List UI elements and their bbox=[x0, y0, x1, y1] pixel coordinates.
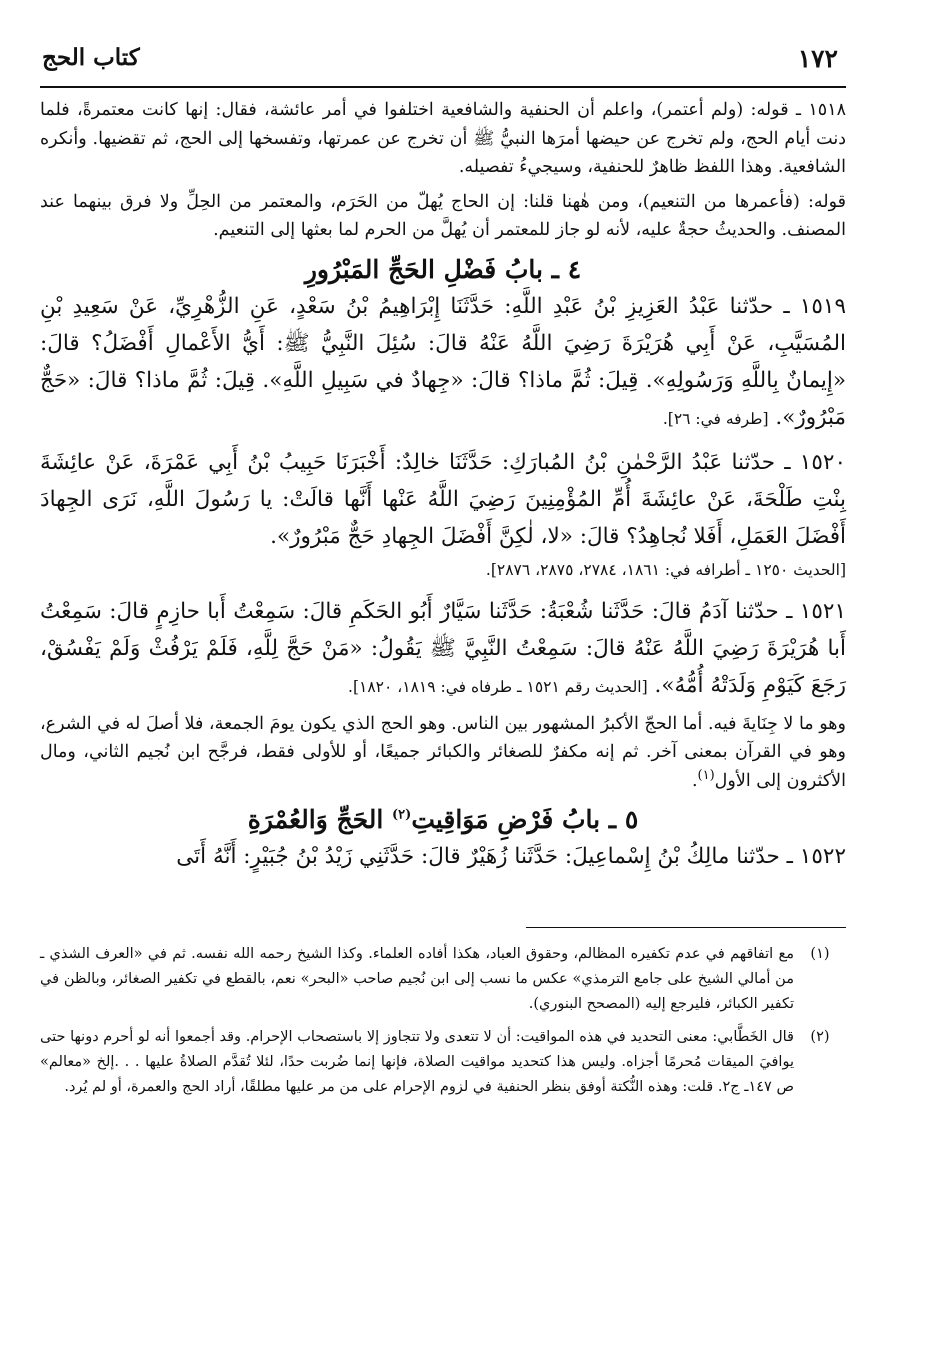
commentary-text: وهو ما لا جِنَايةَ فيه. أما الحجّ الأكبرُ المشهور بين الناس. وهو الحج الذي يكون يومَ الجمعة، فلا أصلَ له في الشرع، وهو في القرآن بمعنى آخر. ثم إنه مكفرٌ للصغائر والكبائر جميعًا، أو للأولى فقط، فرجَّح ابن نُجيم الثاني، ومال الأكثرون إلى الأول bbox=[40, 713, 846, 791]
hadith-1522: ١٥٢٢ ـ حدّثنا مالِكُ بْنُ إِسْماعِيلَ: حَدَّثَنا زُهَيْرٌ قالَ: حَدَّثَنِي زَيْدُ بْنُ جُبَيْرٍ: أَنَّهُ أَتَى bbox=[176, 844, 846, 869]
footnote-1 bbox=[40, 942, 846, 1017]
heading-5-end: الحَجِّ وَالعُمْرَةِ bbox=[247, 805, 393, 834]
running-title: كتاب الحج bbox=[42, 44, 140, 71]
chapter-heading-4: ٤ ـ بابُ فَضْلِ الحَجِّ المَبْرُورِ bbox=[304, 254, 582, 284]
footnote-marker-2: (٢) bbox=[392, 807, 412, 823]
footnote-number: (٢) bbox=[810, 1029, 830, 1045]
footnote-number: (١) bbox=[810, 946, 830, 962]
book-page bbox=[40, 38, 846, 1338]
chapter-heading-5 bbox=[40, 805, 846, 834]
page-number: ١٧٢ bbox=[797, 44, 838, 73]
hadith-separator bbox=[40, 436, 846, 444]
hadith-1520: ١٥٢٠ ـ حدّثنا عَبْدُ الرَّحْمٰنِ بْنُ المُبارَكِ: حَدَّثَنَا خالِدٌ: أَخْبَرَنَا حَبِيبُ بْنُ أَبِي عَمْرَةَ، عَنْ عائِشَةَ بِنْتِ طَلْحَةَ، عَنْ عائِشَةَ أُمِّ المُؤْمِنِينَ رَضِيَ اللَّهُ عَنْها أَنَّها قالَتْ: يا رَسُولَ اللَّهِ، نَرَى الجِهادَ أَفْضَلَ العَمَلِ، أَفَلا نُجاهِدُ؟ قالَ: «لا، لٰكِنَّ أَفْضَلَ الجِهادِ حَجٌّ مَبْرُورٌ». bbox=[40, 449, 846, 549]
header-rule bbox=[40, 86, 846, 88]
footnote-text: مع اتفاقهم في عدم تكفيره المظالم، وحقوق العباد، هكذا أفاده العلماء. وكذا الشيخ رحمه الله نفسه. ثم في «العرف الشذي ـ من أمالي الشيخ على جامع الترمذي» عكس ما نسب إلى ابن نُجيم صاحب «البحر» نعم، بالقطع في تكفير الصغائر، وبالظن في تكفير الكبائر، فليرجع إليه (المصحح البنوري). bbox=[40, 946, 794, 1012]
hadith-1520-reference: [الحديث ١٢٥٠ ـ أطرافه في: ١٨٦١، ٢٧٨٤، ٢٨٧٥، ٢٨٧٦]. bbox=[485, 560, 846, 579]
hadith-1521-text: ١٥٢١ ـ حدّثنا آدَمُ قالَ: حَدَّثَنا شُعْبَةُ: حَدَّثَنا سَيَّارٌ أَبُو الحَكَمِ قالَ: سَمِعْتُ أَبا حازِمٍ قالَ: سَمِعْتُ أَبا هُرَيْرَةَ رَضِيَ اللَّهُ عَنْهُ قالَ: سَمِعْتُ النَّبِيَّ ﷺ يَقُولُ: «مَنْ حَجَّ لِلَّهِ، فَلَمْ يَرْفُثْ وَلَمْ يَفْسُقْ، رَجَعَ كَيَوْمِ وَلَدَتْهُ أُمُّهُ». bbox=[40, 598, 846, 698]
hadith-1519-reference: [طرفه في: ٢٦]. bbox=[662, 409, 769, 428]
hadith-1521 bbox=[40, 593, 846, 704]
hadith-1519 bbox=[40, 288, 846, 436]
footnote-rule bbox=[526, 927, 846, 928]
commentary-taneem: قوله: (فأعمرها من التنعيم)، ومن هٰهنا قلنا: إن الحاج يُهلّ من الحَرَم، والمعتمر من الحِلِّ ولا فرق بينهما عند المصنف. والحديثُ حجةٌ عليه، لأنه لو جاز للمعتمر أن يُهلَّ من الحرم لما بعثها إلى التنعيم. bbox=[40, 191, 846, 240]
heading-5-start: ٥ ـ بابُ فَرْضِ مَوَاقِيتِ bbox=[411, 805, 639, 834]
footnote-text: قال الخَطَّابي: معنى التحديد في هذه المواقيت: أن لا تتعدى ولا تتجاوز إلا باستصحاب الإحرام. وقد أجمعوا أنه لو أحرم دونها حتى يوافيَ الميقات مُحرمًا أجزاه. وليس هذا كتحديد مواقيت الصلاة، فإنها إنما ضُربت حدًا، لئلا تُقدَّم الصلاةُ عليها . . .إلخ «معالم» ص ١٤٧ـ ج٢. قلت: وهذه النُّكتة أوفق بنظر الحنفية في لزوم الإحرام على من مر عليها مطلقًا، أراد الحج والعمرة، أو لم يُرد. bbox=[40, 1029, 794, 1095]
footnote-marker-1: (١) bbox=[697, 767, 715, 783]
footnote-2 bbox=[40, 1025, 846, 1100]
hadith-1519-text: ١٥١٩ ـ حدّثنا عَبْدُ العَزِيزِ بْنُ عَبْدِ اللَّهِ: حَدَّثَنَا إِبْرَاهِيمُ بْنُ سَعْدٍ، عَنِ الزُّهْرِيِّ، عَنْ سَعِيدِ بْنِ المُسَيَّبِ، عَنْ أَبِي هُرَيْرَةَ رَضِيَ اللَّهُ عَنْهُ قالَ: سُئِلَ النَّبِيُّ ﷺ: أَيُّ الأَعْمالِ أَفْضَلُ؟ قالَ: «إِيمانٌ بِاللَّهِ وَرَسُولِهِ». قِيلَ: ثُمَّ ماذا؟ قالَ: «جِهادٌ في سَبِيلِ اللَّهِ». قِيلَ: ثُمَّ ماذا؟ قالَ: «حَجٌّ مَبْرُورٌ». bbox=[40, 293, 846, 430]
hadith-1521-reference: [الحديث رقم ١٥٢١ ـ طرفاه في: ١٨١٩، ١٨٢٠]. bbox=[348, 677, 648, 696]
page-header bbox=[40, 38, 846, 88]
hadith-separator bbox=[40, 585, 846, 593]
commentary-1518: ١٥١٨ ـ قوله: (ولم أعتمر)، واعلم أن الحنفية والشافعية اختلفوا في أمر عائشة، فقال: إنها كانت معتمرةً، فلما دنت أيام الحج، ولم تخرج عن حيضها أمرَها النبيُّ ﷺ أن تخرج عن عمرتها، وتفسخها إلى الحج، ثم تقضيها. وأنكره الشافعية. وهذا اللفظ ظاهرٌ للحنفية، وسيجيءُ تفصيله. bbox=[40, 100, 846, 177]
commentary-hajj-akbar: وهو ما لا جِنَايةَ فيه. أما الحجّ الأكبرُ المشهور بين الناس. وهو الحج الذي يكون يومَ الجمعة، فلا أصلَ له في الشرع، وهو في القرآن بمعنى آخر. ثم إنه مكفرٌ للصغائر والكبائر جميعًا، أو للأولى فقط، فرجَّح ابن نُجيم الثاني، ومال الأكثرون إلى الأول$^{(١)}$. bbox=[40, 713, 846, 791]
